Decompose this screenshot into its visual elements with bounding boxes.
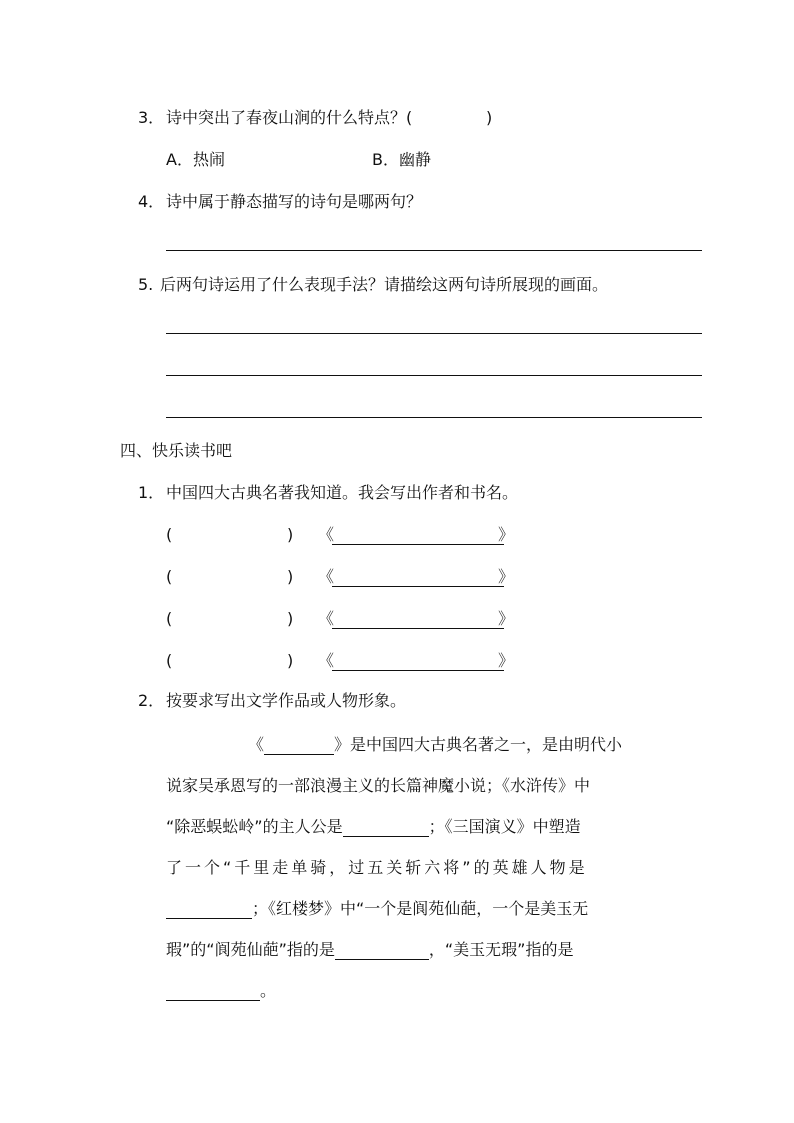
book-title-blank[interactable] [332,670,504,671]
fill-line-6-b: ，“美玉无瑕”指的是 [428,940,574,959]
author-open-paren: ( [166,525,173,544]
fill-line-7-b: 。 [260,981,277,1000]
fill-line-6-a: 瑕”的“阆苑仙葩”指的是 [166,940,335,959]
fill-blank-hero[interactable] [166,900,252,919]
book-title-blank[interactable] [332,628,504,629]
author-blank[interactable] [176,609,284,629]
author-open-paren: ( [166,651,173,670]
fill-line-2: 说家吴承恩写的一部浪漫主义的长篇神魔小说；《水浒传》中 [166,776,591,795]
s4q2-number: 2． [138,691,165,710]
section-title: 四、快乐读书吧 [120,441,233,460]
q4-text: 诗中属于静态描写的诗句是哪两句？ [166,192,423,211]
fill-line-6 [166,940,573,960]
book-close-mark: 》 [498,609,515,628]
fill-line-1 [248,735,622,755]
q3-option-b: B．幽静 [372,150,431,169]
fill-line-5-b: ；《红楼梦》中“一个是阆苑仙葩，一个是美玉无 [252,899,589,918]
book-title-blank[interactable] [332,586,504,587]
book-open-mark: 《 [318,525,335,544]
q5-number: 5. [138,275,154,294]
author-close-paren: ) [287,609,294,628]
fill-line-1-a: 《 [248,735,265,754]
author-close-paren: ) [287,567,294,586]
author-blank[interactable] [176,567,284,587]
s4q2-text: 按要求写出文学作品或人物形象。 [166,691,407,710]
q3-text: 诗中突出了春夜山涧的什么特点？( [166,108,413,127]
book-open-mark: 《 [318,651,335,670]
author-close-paren: ) [287,525,294,544]
q3-number: 3． [138,108,165,127]
fill-line-7 [166,981,276,1001]
fill-blank-protagonist[interactable] [343,818,429,837]
q3-option-a: A．热闹 [166,150,225,169]
author-open-paren: ( [166,567,173,586]
fill-line-1-b: 》是中国四大古典名著之一，是由明代小 [334,735,623,754]
fill-line-3-b: ；《三国演义》中塑造 [428,817,581,836]
fill-line-4: 了一个“千里走单骑，过五关斩六将”的英雄人物是 [166,858,588,877]
book-title-blank[interactable] [332,544,504,545]
q4-number: 4． [138,192,165,211]
author-blank[interactable] [176,651,284,671]
fill-line-3-a: “除恶蜈蚣岭”的主人公是 [166,817,343,836]
s4q1-number: 1． [138,483,165,502]
book-close-mark: 》 [498,525,515,544]
fill-blank-langyuan[interactable] [335,941,429,960]
author-close-paren: ) [287,651,294,670]
book-close-mark: 》 [498,567,515,586]
s4q1-text: 中国四大古典名著我知道。我会写出作者和书名。 [166,483,519,502]
author-open-paren: ( [166,609,173,628]
book-open-mark: 《 [318,609,335,628]
q5-answer-line[interactable] [166,333,702,334]
q5-answer-line[interactable] [166,375,702,376]
book-close-mark: 》 [498,651,515,670]
q4-answer-line[interactable] [166,250,702,251]
q5-answer-line[interactable] [166,417,702,418]
book-open-mark: 《 [318,567,335,586]
fill-line-3 [166,817,581,837]
fill-blank-book[interactable] [264,736,334,755]
author-blank[interactable] [176,525,284,545]
fill-line-5 [166,899,588,919]
q5-text: 后两句诗运用了什么表现手法？请描绘这两句诗所展现的画面。 [160,275,609,294]
q3-close-paren: ) [486,108,493,127]
fill-blank-meiyu[interactable] [166,982,260,1001]
